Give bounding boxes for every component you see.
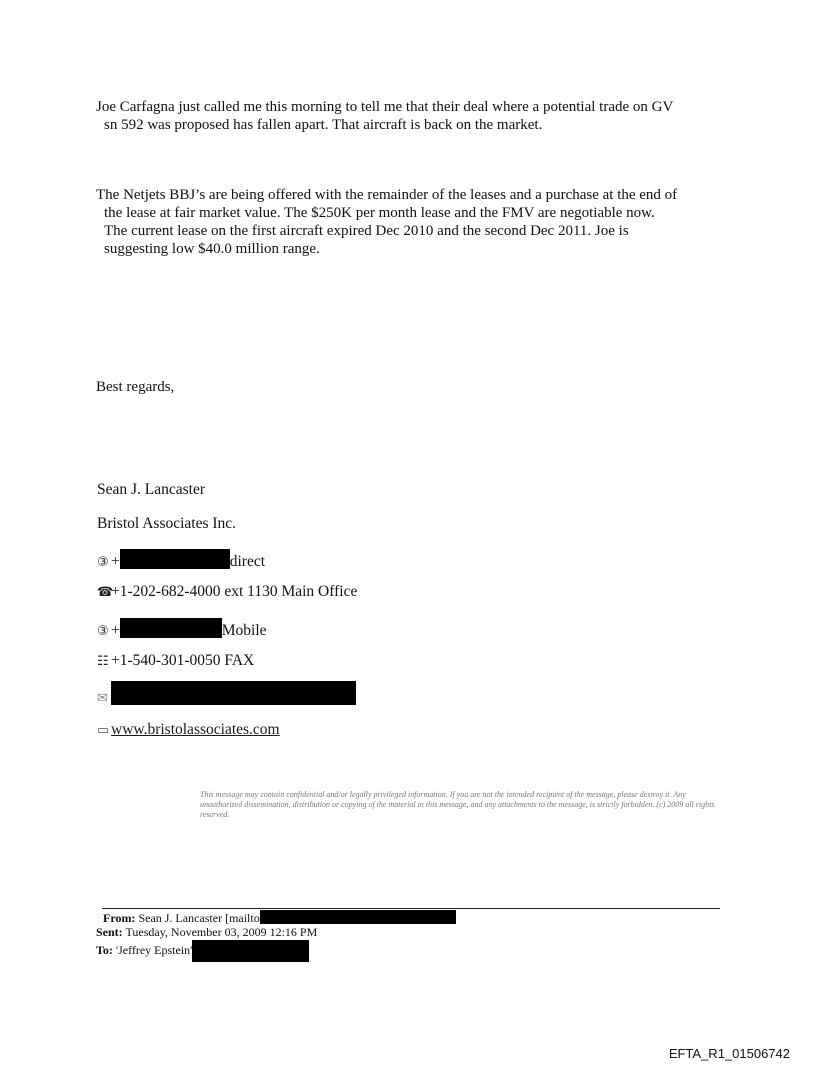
document-id: EFTA_R1_01506742 xyxy=(668,1046,790,1061)
fax-icon: ☷ xyxy=(97,654,109,669)
paragraph-line: suggesting low $40.0 million range. xyxy=(104,241,320,257)
mobile-suffix: Mobile xyxy=(221,622,267,639)
paragraph-line: The current lease on the first aircraft expired Dec 2010 and the second Dec 2011. Joe is xyxy=(104,223,629,239)
computer-icon: ▭ xyxy=(97,723,110,738)
direct-prefix: + xyxy=(111,553,120,570)
to-value: 'Jeffrey Epstein' xyxy=(115,943,193,957)
header-to-line xyxy=(96,940,309,962)
redaction-bar xyxy=(120,549,230,569)
telephone-icon: ☎ xyxy=(97,585,114,600)
mobile-prefix: + xyxy=(111,622,120,639)
signature-direct-line xyxy=(97,549,265,571)
redaction-bar xyxy=(111,681,356,705)
paragraph-line: The Netjets BBJ’s are being offered with the remainder of the leases and a purchase at the end of xyxy=(96,187,678,203)
mobile-phone-icon: ③ xyxy=(97,555,109,570)
sent-value: Tuesday, November 03, 2009 12:16 PM xyxy=(125,925,318,939)
legal-disclaimer: This message may contain confidential and/or legally privileged information. If you are not the intended recipient of the message, please destroy it. Any unauthorized dissemination, distribution or copying of the material in this message, and any attachments to the message, is strictly forbidden. (c) 2009 all rights reserved. xyxy=(200,790,715,819)
paragraph-line: Joe Carfagna just called me this morning to tell me that their deal where a potential trade on GV xyxy=(96,99,674,115)
fax-number: +1-540-301-0050 FAX xyxy=(111,652,255,669)
signature-email-line xyxy=(97,681,356,707)
redaction-bar xyxy=(192,940,309,962)
direct-suffix: direct xyxy=(229,553,266,570)
signature-main-office-line xyxy=(97,583,357,601)
envelope-icon: ✉ xyxy=(97,691,108,706)
from-label: From: xyxy=(103,911,136,925)
website-link[interactable]: www.bristolassociates.com xyxy=(111,721,280,738)
redaction-bar xyxy=(260,910,456,924)
signature-mobile-line xyxy=(97,618,267,640)
signature-website-line xyxy=(97,721,280,739)
header-divider xyxy=(102,908,720,909)
main-office-number: +1-202-682-4000 ext 1130 Main Office xyxy=(111,583,358,600)
signature-company: Bristol Associates Inc. xyxy=(97,515,237,532)
header-from-line xyxy=(103,910,456,925)
redaction-bar xyxy=(120,618,222,638)
paragraph-line: sn 592 was proposed has fallen apart. That aircraft is back on the market. xyxy=(104,117,543,133)
body-paragraph-2 xyxy=(96,186,746,258)
signature-name: Sean J. Lancaster xyxy=(97,481,206,498)
to-label: To: xyxy=(96,943,113,957)
sent-label: Sent: xyxy=(96,925,123,939)
signature-fax-line xyxy=(97,652,254,670)
header-sent-line xyxy=(96,925,317,939)
body-paragraph-1 xyxy=(96,98,736,134)
from-value: Sean J. Lancaster [mailto xyxy=(138,911,260,925)
mobile-phone-icon: ③ xyxy=(97,624,109,639)
closing: Best regards, xyxy=(96,379,175,395)
paragraph-line: the lease at fair market value. The $250K per month lease and the FMV are negotiable now. xyxy=(104,205,655,221)
